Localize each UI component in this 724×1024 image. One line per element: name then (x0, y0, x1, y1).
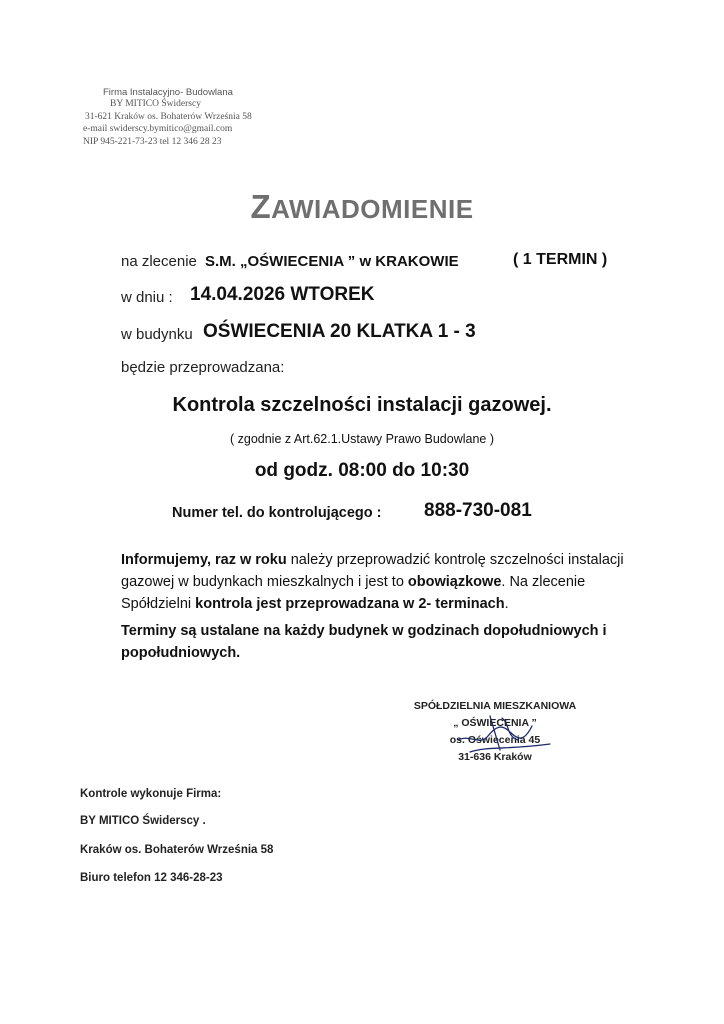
footer-line-4: Biuro telefon 12 346-28-23 (80, 872, 223, 884)
stamp-line-3: os. Oświecenia 45 (449, 734, 541, 746)
footer-line-2: BY MITICO Świderscy . (80, 815, 206, 827)
info-line-1 (121, 549, 641, 571)
building-label: w budynku (121, 326, 193, 343)
stamp-line-2: „ OŚWIECENIA ” (453, 717, 537, 729)
info-text-3b: . (504, 596, 509, 612)
date-value: 14.04.2026 WTOREK (190, 284, 375, 305)
phone-value: 888-730-081 (424, 500, 532, 521)
order-label: na zlecenie (121, 253, 197, 270)
document-title (0, 188, 724, 226)
law-note: ( zgodnie z Art.62.1.Ustawy Prawo Budowlane ) (229, 432, 495, 446)
will-be-text: będzie przeprowadzana: (121, 359, 285, 376)
info-bold-1: Informujemy, raz w roku (121, 552, 287, 568)
footer-line-3: Kraków os. Bohaterów Września 58 (80, 844, 274, 856)
footer-line-1: Kontrole wykonuje Firma: (80, 788, 222, 800)
title-rest: AWIADOMIENIE (271, 194, 474, 224)
terms-line-1: Terminy są ustalane na każdy budynek w godzinach dopołudniowych i (121, 623, 607, 639)
info-text-1: należy przeprowadzić kontrolę szczelności instalacji (286, 552, 624, 568)
info-bold-2: obowiązkowe (407, 574, 502, 590)
order-term: ( 1 TERMIN ) (513, 251, 608, 268)
title-first-letter: Z (250, 188, 272, 225)
info-paragraph (121, 549, 641, 615)
company-name: Firma Instalacyjno- Budowlana (103, 87, 233, 98)
date-label: w dniu : (121, 289, 173, 306)
phone-label: Numer tel. do kontrolującego : (172, 505, 382, 521)
order-value: S.M. „OŚWIECENIA ” w KRAKOWIE (205, 253, 459, 270)
company-email: e-mail swiderscy.bymitico@gmail.com (83, 124, 233, 134)
company-nip-phone: NIP 945-221-73-23 tel 12 346 28 23 (83, 137, 222, 147)
info-text-2a: gazowej w budynkach mieszkalnych i jest to (121, 574, 408, 590)
info-text-2b: . Na zlecenie (501, 574, 586, 590)
info-text-3a: Spółdzielni (121, 596, 196, 612)
stamp-line-4: 31-636 Kraków (458, 751, 532, 763)
terms-line-2: popołudniowych. (121, 645, 241, 661)
signature-scribble (440, 706, 570, 766)
info-line-3 (121, 593, 641, 615)
company-address: 31-621 Kraków os. Bohaterów Września 58 (85, 112, 252, 122)
company-owner: BY MITICO Świderscy (110, 99, 201, 109)
info-bold-3: kontrola jest przeprowadzana w 2- terminach (195, 596, 505, 612)
terms-paragraph (121, 620, 641, 664)
stamp-line-1: SPÓŁDZIELNIA MIESZKANIOWA (413, 700, 577, 712)
hours: od godz. 08:00 do 10:30 (254, 460, 470, 481)
info-line-2 (121, 571, 641, 593)
building-value: OŚWIECENIA 20 KLATKA 1 - 3 (203, 321, 476, 342)
check-title: Kontrola szczelności instalacji gazowej. (172, 394, 552, 416)
